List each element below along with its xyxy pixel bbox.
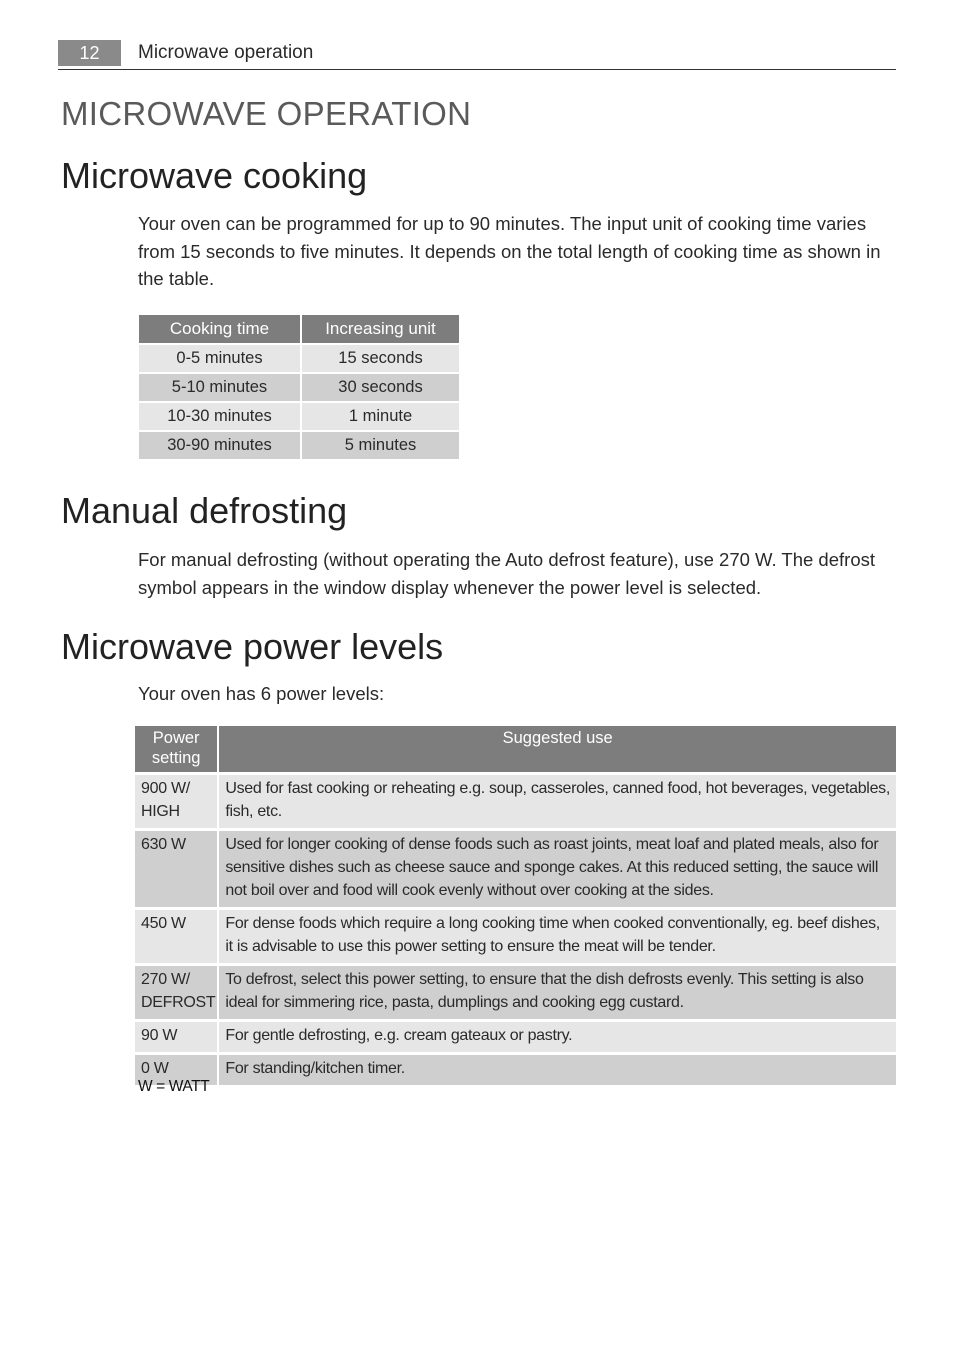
defrosting-paragraph: For manual defrosting (without operating the Auto defrost feature), use 270 W. The defrost symbol appears in the window display whenever the power level is selected. <box>138 549 875 598</box>
heading-power-levels: Microwave power levels <box>61 626 444 667</box>
column-header: Increasing unit <box>300 315 459 343</box>
table-cell: 5 minutes <box>300 430 459 459</box>
table-row <box>135 1052 896 1085</box>
column-header: Suggested use <box>217 726 896 772</box>
section-title: MICROWAVE OPERATION <box>61 95 472 132</box>
running-header <box>58 40 896 70</box>
table-row <box>135 1019 896 1052</box>
table-row <box>139 343 459 372</box>
suggested-use-cell: Used for longer cooking of dense foods such as roast joints, meat loaf and plated meals, also for sensitive dishes such as cheese sauce and sponge cakes. At this reduced setting, the sauce will not boil over and food will cook evenly without over cooking at the sides. <box>217 828 896 907</box>
suggested-use-cell: For dense foods which require a long cooking time when cooked conventionally, eg. beef dishes, it is advisable to use this power setting to ensure the meat will be tender. <box>217 907 896 963</box>
table-row <box>135 907 896 963</box>
table-cell: 30-90 minutes <box>139 430 300 459</box>
power-setting-cell: 0 W <box>135 1052 217 1085</box>
power-levels-table <box>135 726 896 1085</box>
power-setting-cell: 900 W/ HIGH <box>135 772 217 828</box>
table-cell: 0-5 minutes <box>139 343 300 372</box>
page-number: 12 <box>58 40 121 66</box>
footnote: W = WATT <box>138 1078 210 1095</box>
power-setting-cell: 270 W/ DEFROST <box>135 963 217 1019</box>
table-row <box>139 430 459 459</box>
power-setting-cell: 450 W <box>135 907 217 963</box>
heading-manual-defrosting: Manual defrosting <box>61 490 348 531</box>
cooking-time-table <box>139 315 459 459</box>
column-header: Power setting <box>135 726 217 772</box>
suggested-use-cell: For gentle defrosting, e.g. cream gateaux or pastry. <box>217 1019 896 1052</box>
heading-microwave-cooking: Microwave cooking <box>61 155 368 196</box>
suggested-use-cell: To defrost, select this power setting, to ensure that the dish defrosts evenly. This setting is also ideal for simmering rice, pasta, dumplings and cooking egg custard. <box>217 963 896 1019</box>
table-row <box>139 372 459 401</box>
table-cell: 5-10 minutes <box>139 372 300 401</box>
power-setting-cell: 630 W <box>135 828 217 907</box>
column-header: Cooking time <box>139 315 300 343</box>
table-header-row <box>139 315 459 343</box>
table-header-row <box>135 726 896 772</box>
table-row <box>139 401 459 430</box>
suggested-use-cell: For standing/kitchen timer. <box>217 1052 896 1085</box>
table-cell: 30 seconds <box>300 372 459 401</box>
cooking-paragraph: Your oven can be programmed for up to 90 minutes. The input unit of cooking time varies from 15 seconds to five minutes. It depends on the total length of cooking time as shown in the table. <box>138 213 881 289</box>
table-cell: 1 minute <box>300 401 459 430</box>
power-setting-cell: 90 W <box>135 1019 217 1052</box>
running-title: Microwave operation <box>138 42 314 63</box>
table-cell: 10-30 minutes <box>139 401 300 430</box>
power-levels-intro: Your oven has 6 power levels: <box>138 683 385 704</box>
table-cell: 15 seconds <box>300 343 459 372</box>
table-row <box>135 828 896 907</box>
table-row <box>135 963 896 1019</box>
suggested-use-cell: Used for fast cooking or reheating e.g. soup, casseroles, canned food, hot beverages, vegetables, fish, etc. <box>217 772 896 828</box>
table-row <box>135 772 896 828</box>
